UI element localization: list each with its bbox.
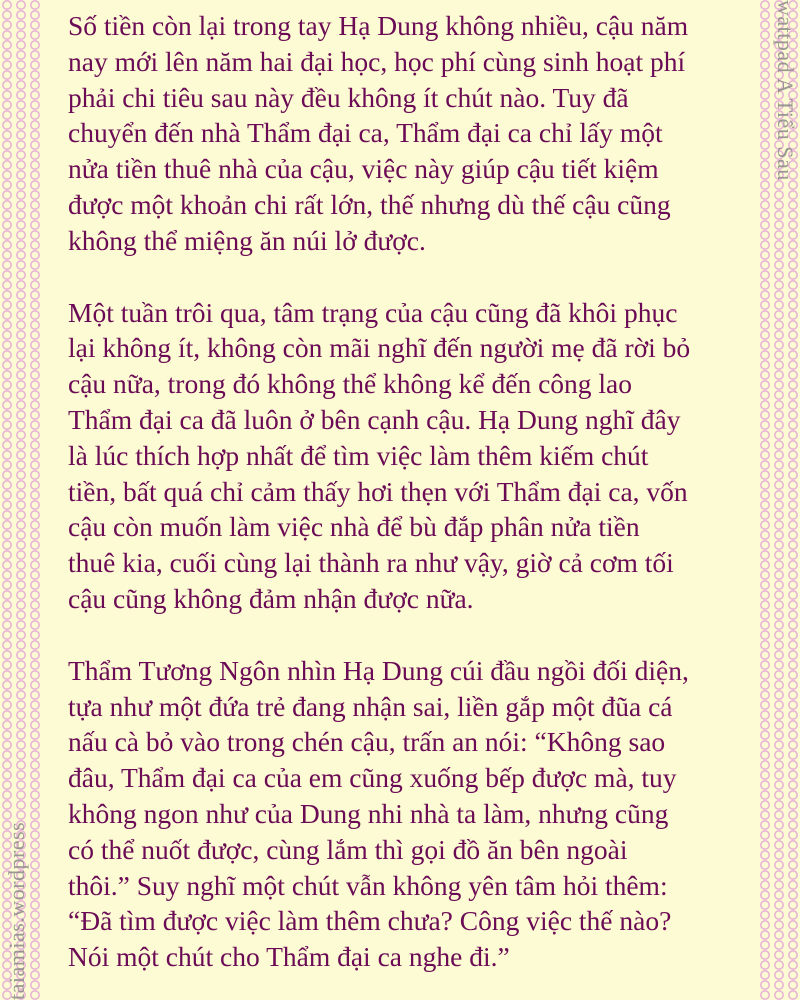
watermark-right: wattpad A Tiểu Sau	[773, 0, 798, 181]
text-line: thuê kia, cuối cùng lại thành ra như vậy, giờ cả cơm tối	[68, 547, 674, 579]
text-line: cậu cũng không đảm nhận được nữa.	[68, 582, 474, 614]
text-line: Thẩm đại ca đã luôn ở bên cạnh cậu. Hạ Dung nghĩ đây	[68, 403, 681, 435]
text-line: tựa như một đứa trẻ đang nhận sai, liền gắp một đũa cá	[68, 690, 673, 722]
text-line: tiền, bất quá chỉ cảm thấy hơi thẹn với Thẩm đại ca, vốn	[68, 475, 688, 507]
text-line: thôi.” Suy nghĩ một chút vẫn không yên tâm hỏi thêm:	[68, 869, 668, 901]
paragraph-gap	[68, 259, 768, 295]
watermark-left: taiamias.wordpress	[4, 821, 29, 1000]
text-line: không thể miệng ăn núi lở được.	[68, 224, 426, 256]
text-line: có thể nuốt được, cùng lắm thì gọi đồ ăn bên ngoài	[68, 833, 628, 865]
paragraph-gap	[68, 617, 768, 653]
text-line: cậu còn muốn làm việc nhà để bù đắp phân nửa tiền	[68, 511, 640, 543]
text-line: Nói một chút cho Thẩm đại ca nghe đi.”	[68, 941, 510, 973]
text-line: “Đã tìm được việc làm thêm chưa? Công việc thế nào?	[68, 905, 672, 937]
paragraph-3	[68, 653, 768, 975]
paragraph-2	[68, 295, 768, 617]
text-line: Số tiền còn lại trong tay Hạ Dung không nhiều, cậu năm	[68, 10, 689, 41]
text-line: đâu, Thẩm đại ca của em cũng xuống bếp được mà, tuy	[68, 762, 677, 794]
paragraph-1	[68, 8, 768, 259]
text-line: nửa tiền thuê nhà của cậu, việc này giúp cậu tiết kiệm	[68, 153, 659, 185]
text-line: được một khoản chi rất lớn, thế nhưng dù thế cậu cũng	[68, 188, 671, 220]
text-line: là lúc thích hợp nhất để tìm việc làm thêm kiếm chút	[68, 439, 649, 471]
text-line: không ngon như của Dung nhi nhà ta làm, nhưng cũng	[68, 797, 669, 829]
text-line: cậu nữa, trong đó không thể không kể đến công lao	[68, 368, 633, 400]
text-line: Một tuần trôi qua, tâm trạng của cậu cũng đã khôi phục	[68, 296, 678, 328]
text-line: phải chi tiêu sau này đều không ít chút nào. Tuy đã	[68, 81, 629, 113]
story-text	[68, 8, 768, 975]
text-line: nấu cà bỏ vào trong chén cậu, trấn an nói: “Không sao	[68, 726, 666, 758]
text-line: nay mới lên năm hai đại học, học phí cùng sinh hoạt phí	[68, 45, 686, 77]
text-line: Thẩm Tương Ngôn nhìn Hạ Dung cúi đầu ngồi đối diện,	[68, 654, 689, 686]
text-line: chuyển đến nhà Thẩm đại ca, Thẩm đại ca chỉ lấy một	[68, 117, 663, 149]
text-line: lại không ít, không còn mãi nghĩ đến người mẹ đã rời bỏ	[68, 332, 691, 364]
